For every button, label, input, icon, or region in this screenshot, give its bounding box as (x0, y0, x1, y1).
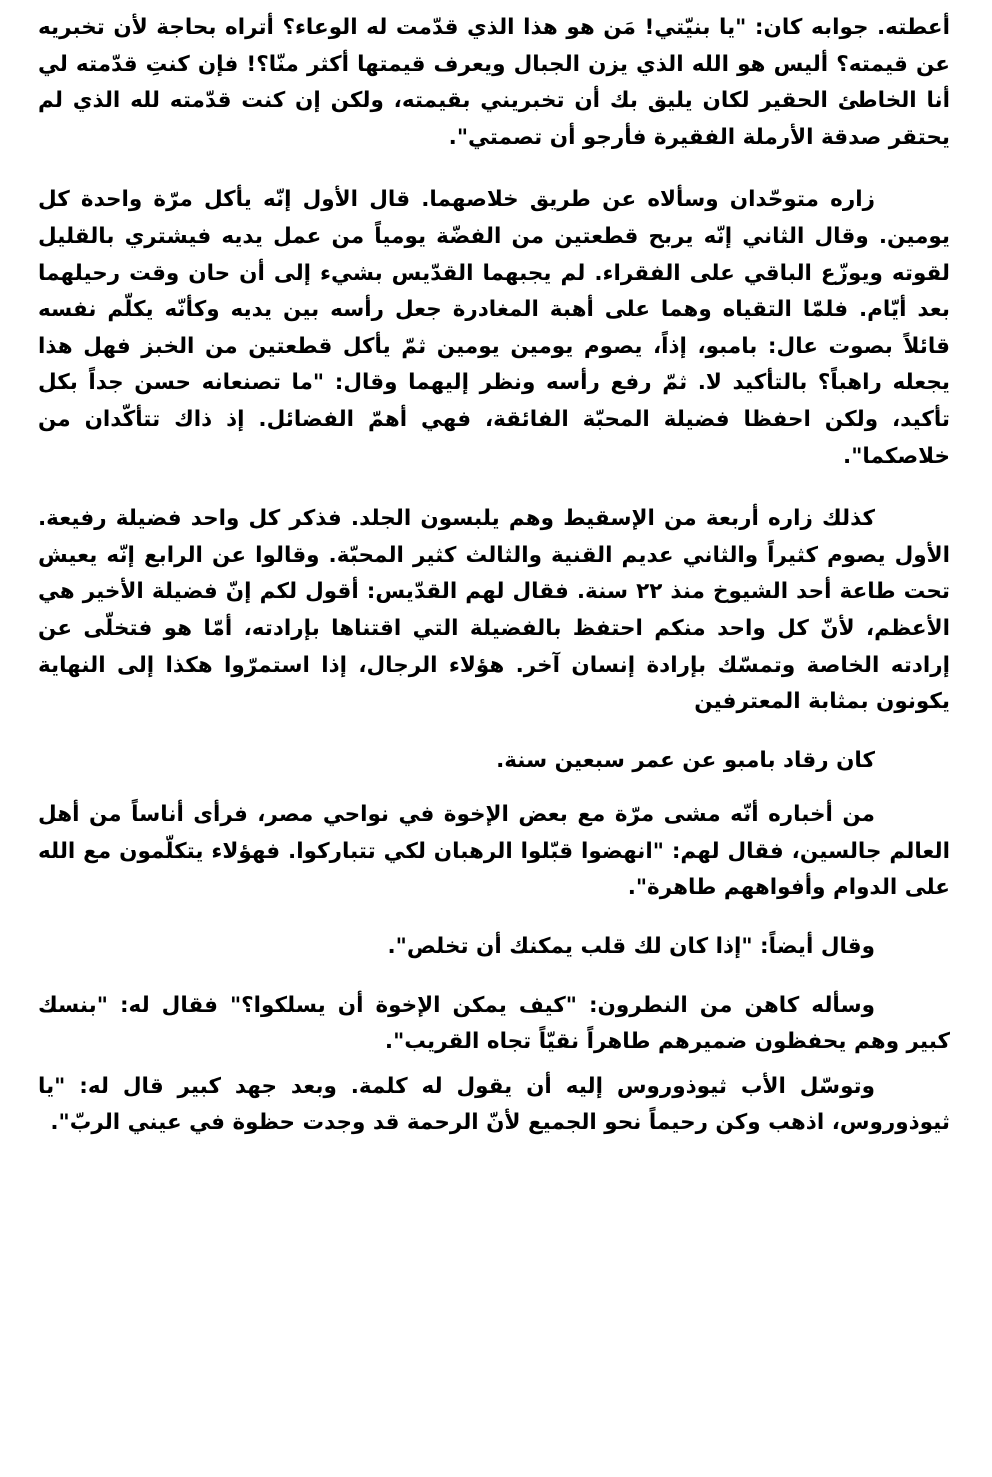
paragraph-6: وقال أيضاً: "إذا كان لك قلب يمكنك أن تخلص". (387, 934, 875, 960)
paragraph-2: زاره متوحّدان وسألاه عن طريق خلاصهما. قال الأول إنّه يأكل مرّة واحدة كل يومين. وقال الثاني إنّه يربح قطعتين من الفضّة يومياً من عمل يديه فيشتري بالقليل لقوته ويوزّع الباقي على الفقراء. لم يجبهما القدّيس بشيء إلى أن حان وقت رحيلهما بعد أيّام. فلمّا التقياه وهما على أهبة المغادرة جعل رأسه بين يديه وكأنّه يكلّم نفسه قائلاً بصوت عال: بامبو، إذاً، يصوم يومين يومين ثمّ يأكل قطعتين من الخبز فهل هذا يجعله راهباً؟ بالتأكيد لا. ثمّ رفع رأسه ونظر إليهما وقال: "ما تصنعانه حسن جداً بكل تأكيد، ولكن احفظا فضيلة المحبّة الفائقة، فهي أهمّ الفضائل. إذ ذاك تتأكّدان من خلاصكما". (38, 187, 950, 469)
paragraph-4: كان رقاد بامبو عن عمر سبعين سنة. (496, 747, 875, 773)
document-page (38, 10, 950, 1142)
paragraph-1: أعطته. جوابه كان: "يا بنيّتي! مَن هو هذا الذي قدّمت له الوعاء؟ أتراه بحاجة لأن تخبريه عن قيمته؟ أليس هو الله الذي يزن الجبال ويعرف قيمتها أكثر منّا؟! فإن كنتِ قدّمته لي أنا الخاطئ الحقير لكان يليق بك أن تخبريني بقيمته، ولكن إن كنت قدّمته لله الذي لم يحتقر صدقة الأرملة الفقيرة فأرجو أن تصمتي". (38, 15, 950, 150)
paragraph-5: من أخباره أنّه مشى مرّة مع بعض الإخوة في نواحي مصر، فرأى أناساً من أهل العالم جالسين، فقال لهم: "انهضوا قبّلوا الرهبان لكي تتباركوا. فهؤلاء يتكلّمون مع الله على الدوام وأفواههم طاهرة". (38, 802, 950, 901)
paragraph-8: وتوسّل الأب ثيوذوروس إليه أن يقول له كلمة. وبعد جهد كبير قال له: "يا ثيوذوروس، اذهب وكن رحيماً نحو الجميع لأنّ الرحمة قد وجدت حظوة في عيني الربّ". (38, 1073, 950, 1136)
paragraph-7: وسأله كاهن من النطرون: "كيف يمكن الإخوة أن يسلكوا؟" فقال له: "بنسك كبير وهم يحفظون ضميرهم طاهراً نقيّاً تجاه القريب". (38, 992, 950, 1055)
paragraph-3: كذلك زاره أربعة من الإسقيط وهم يلبسون الجلد. فذكر كل واحد فضيلة رفيعة. الأول يصوم كثيراً والثاني عديم القنية والثالث كثير المحبّة. وقالوا عن الرابع إنّه يعيش تحت طاعة أحد الشيوخ منذ ٢٢ سنة. فقال لهم القدّيس: أقول لكم إنّ فضيلة الأخير هي الأعظم، لأنّ كل واحد منكم احتفظ بالفضيلة التي اقتناها بإرادته، أمّا هو فتخلّى عن إرادته الخاصة وتمسّك بإرادة إنسان آخر. هؤلاء الرجال، إذا استمرّوا هكذا إلى النهاية يكونون بمثابة المعترفين (38, 506, 950, 715)
